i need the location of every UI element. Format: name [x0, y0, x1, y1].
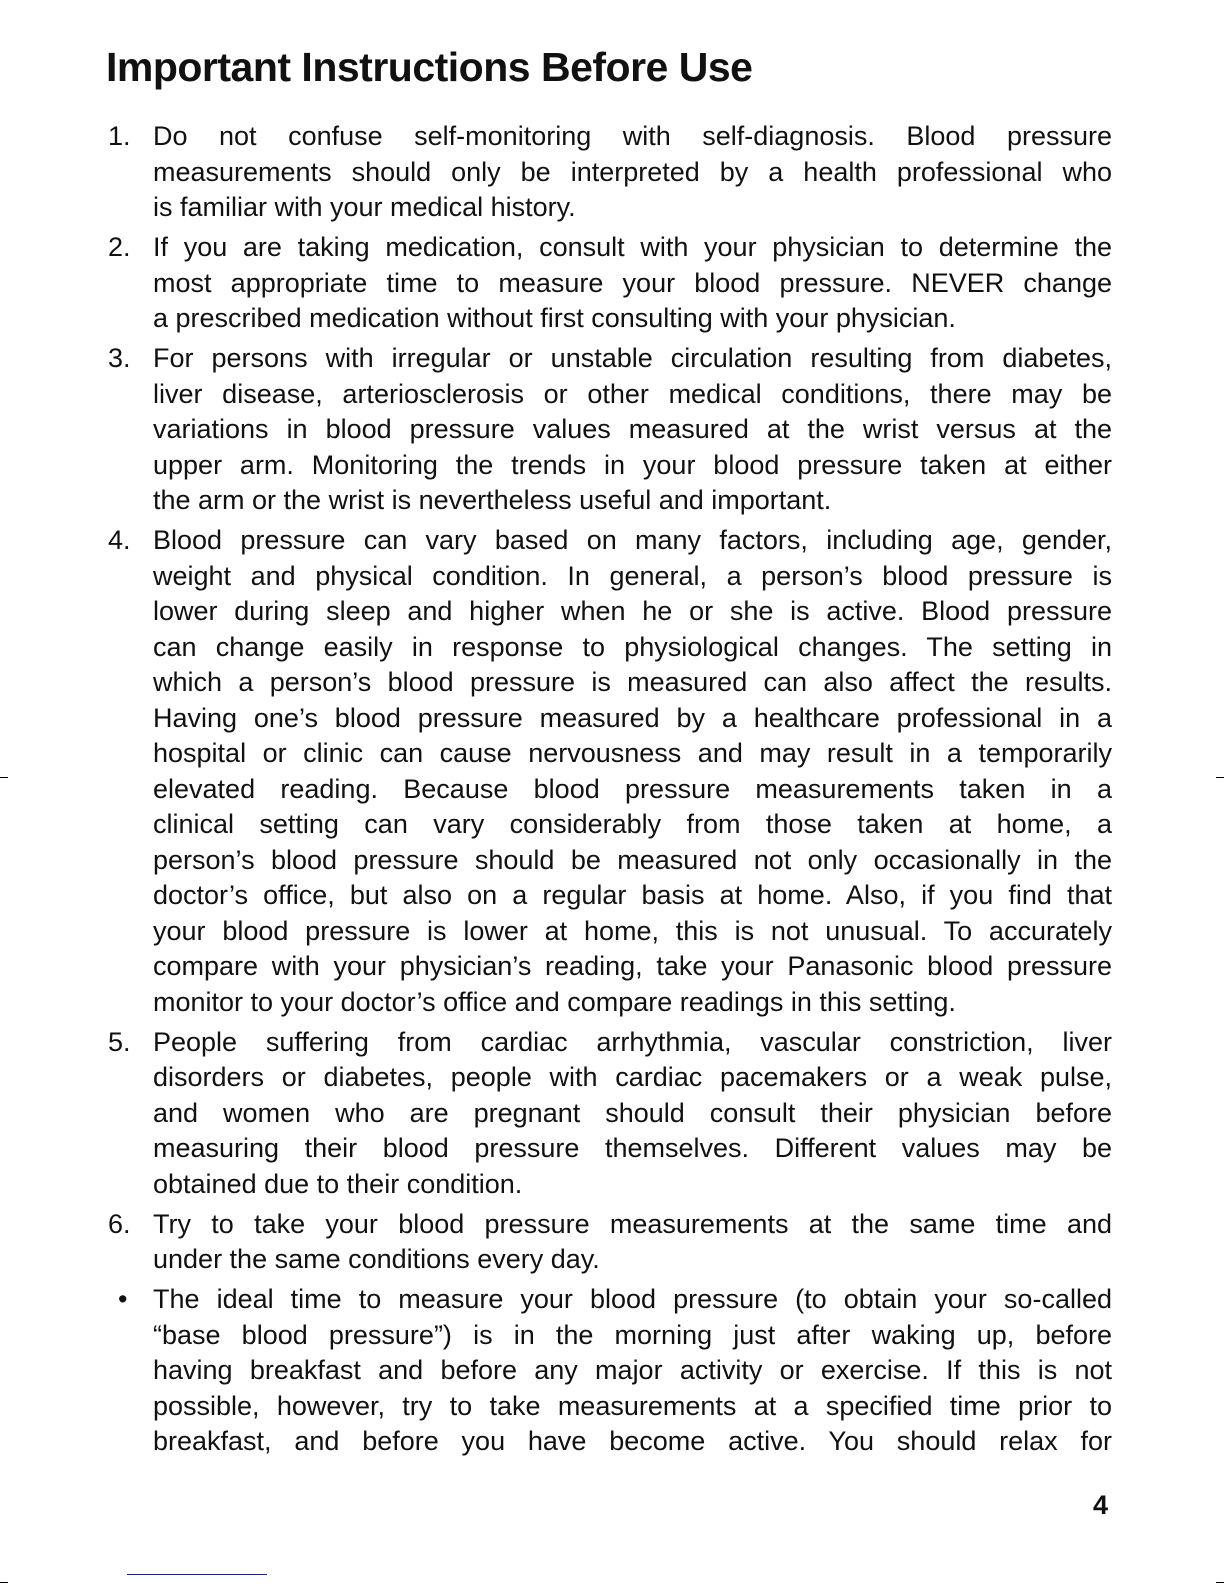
text-line: under the same conditions every day. [153, 1244, 600, 1274]
item-number: 1. [108, 121, 131, 151]
text-line: compare with your physician’s reading, take your Panasonic blood pressure [153, 951, 1112, 981]
text-line: which a person’s blood pressure is measured can also affect the results. [153, 667, 1112, 697]
text-line: Blood pressure can vary based on many factors, including age, gender, [153, 525, 1112, 555]
page-title: Important Instructions Before Use [106, 44, 753, 90]
text-line: liver disease, arteriosclerosis or other medical conditions, there may be [153, 378, 1112, 409]
text-line: breakfast, and before you have become active. You should relax for [153, 1426, 1112, 1456]
bullet-marker: • [118, 1284, 128, 1314]
text-line: upper arm. Monitoring the trends in your blood pressure taken at either [153, 449, 1112, 480]
text-line: clinical setting can vary considerably from those taken at home, a [153, 809, 1112, 839]
text-line: can change easily in response to physiological changes. The setting in [153, 631, 1112, 662]
list-item [0, 1282, 1224, 1460]
list-item [0, 119, 1224, 226]
text-line: and women who are pregnant should consult their physician before [153, 1097, 1112, 1128]
text-line: The ideal time to measure your blood pressure (to obtain your so-called [153, 1284, 1112, 1314]
item-number: 3. [108, 343, 131, 373]
crop-mark [0, 777, 8, 778]
text-line: a prescribed medication without first consulting with your physician. [153, 303, 956, 333]
text-line: doctor’s office, but also on a regular basis at home. Also, if you find that [153, 880, 1112, 910]
text-line: If you are taking medication, consult with your physician to determine the [153, 232, 1112, 262]
text-line: weight and physical condition. In general, a person’s blood pressure is [153, 560, 1112, 591]
text-line: hospital or clinic can cause nervousness and may result in a temporarily [153, 738, 1112, 768]
text-line: most appropriate time to measure your blood pressure. NEVER change [153, 267, 1112, 298]
item-number: 5. [108, 1026, 131, 1057]
text-line: disorders or diabetes, people with cardiac pacemakers or a weak pulse, [153, 1062, 1112, 1092]
text-line: elevated reading. Because blood pressure measurements taken in a [153, 773, 1112, 804]
text-line: possible, however, try to take measurements at a specified time prior to [153, 1390, 1112, 1421]
text-line: For persons with irregular or unstable circulation resulting from diabetes, [153, 343, 1112, 373]
text-line: person’s blood pressure should be measured not only occasionally in the [153, 844, 1112, 875]
footer-rule [127, 1574, 267, 1575]
crop-mark [0, 1582, 8, 1583]
list-item [0, 1207, 1224, 1278]
crop-mark [1216, 1582, 1224, 1583]
text-line: Try to take your blood pressure measurements at the same time and [153, 1208, 1112, 1239]
text-line: measuring their blood pressure themselves. Different values may be [153, 1133, 1112, 1163]
text-line: having breakfast and before any major activity or exercise. If this is not [153, 1355, 1112, 1385]
list-item [0, 230, 1224, 337]
text-line: lower during sleep and higher when he or she is active. Blood pressure [153, 596, 1112, 626]
list-item [0, 341, 1224, 519]
text-line: the arm or the wrist is nevertheless useful and important. [153, 485, 832, 515]
item-number: 4. [108, 525, 131, 555]
text-line: obtained due to their condition. [153, 1168, 523, 1199]
item-number: 6. [108, 1208, 131, 1239]
text-line: People suffering from cardiac arrhythmia, vascular constriction, liver [153, 1026, 1112, 1057]
page-number: 4 [1093, 1490, 1109, 1520]
text-line: variations in blood pressure values measured at the wrist versus at the [153, 414, 1112, 444]
text-line: monitor to your doctor’s office and compare readings in this setting. [153, 986, 956, 1017]
text-line: your blood pressure is lower at home, this is not unusual. To accurately [153, 915, 1112, 946]
instruction-list [0, 119, 1224, 1464]
text-line: Having one’s blood pressure measured by a healthcare professional in a [153, 702, 1112, 733]
text-line: is familiar with your medical history. [153, 192, 576, 222]
crop-mark [1216, 777, 1224, 778]
list-item [0, 1025, 1224, 1203]
text-line: measurements should only be interpreted by a health professional who [153, 156, 1112, 187]
item-number: 2. [108, 232, 131, 262]
text-line: Do not confuse self-monitoring with self-diagnosis. Blood pressure [153, 121, 1112, 151]
text-line: “base blood pressure”) is in the morning just after waking up, before [153, 1319, 1112, 1350]
list-item [0, 523, 1224, 1020]
